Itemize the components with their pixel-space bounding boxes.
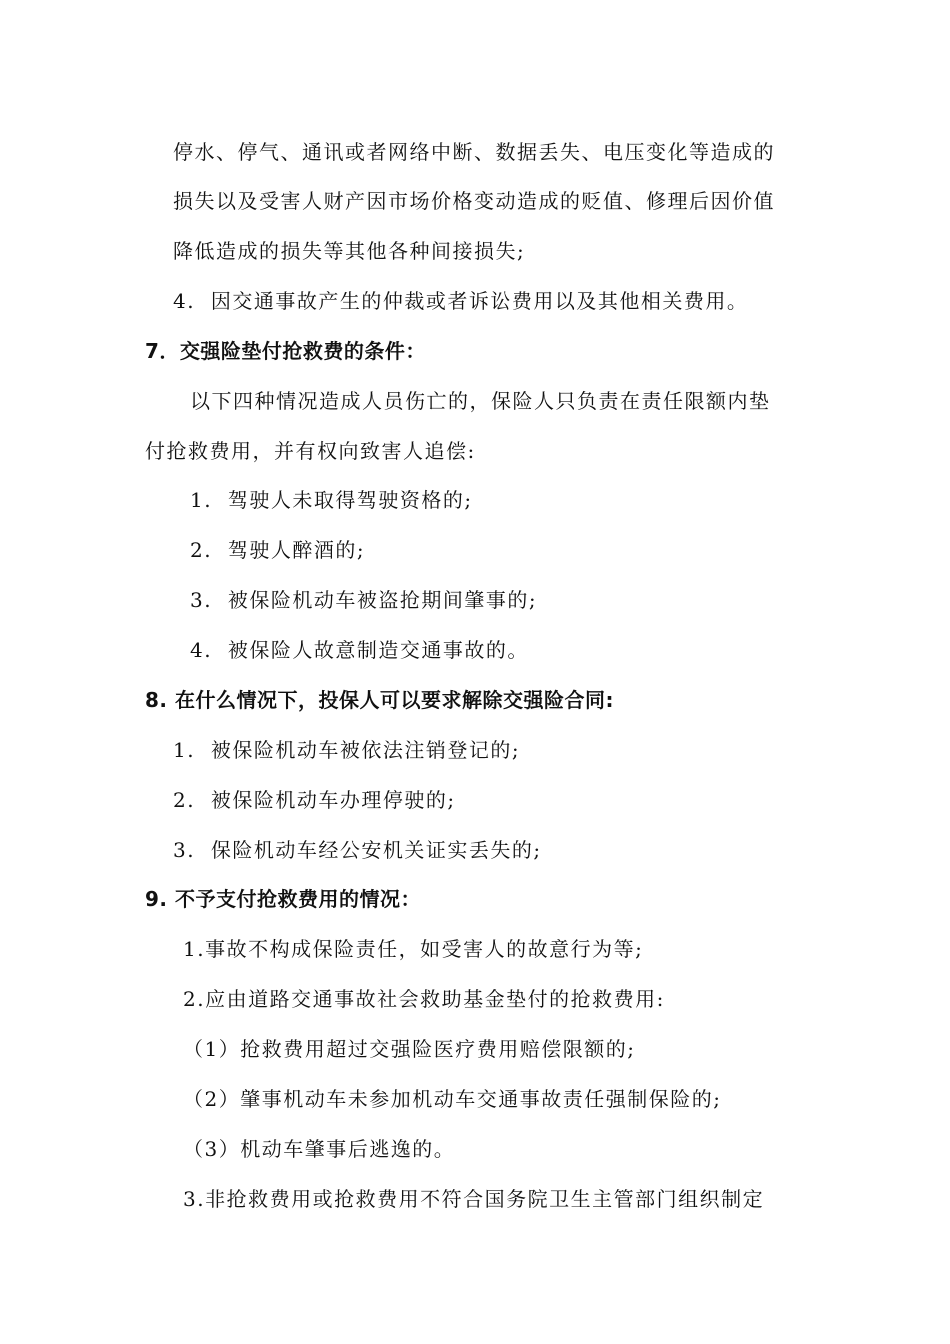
body-line: 停水、停气、通讯或者网络中断、数据丢失、电压变化等造成的 [173, 140, 775, 164]
item-number: 1. [190, 488, 213, 512]
item-text: 驾驶人醉酒的; [227, 538, 366, 562]
section-heading-8: 8. 在什么情况下，投保人可以要求解除交强险合同: [145, 688, 614, 712]
list-item [173, 288, 748, 314]
sub-list-item: （3）机动车肇事后逃逸的。 [183, 1137, 456, 1161]
item-number: 4. [173, 289, 196, 313]
list-item: 2.应由道路交通事故社会救助基金垫付的抢救费用: [183, 987, 665, 1011]
section-heading-9: 9. 不予支付抢救费用的情况： [145, 887, 421, 911]
list-item [190, 537, 365, 563]
list-item [190, 587, 537, 613]
item-text: 被保险机动车办理停驶的; [210, 788, 456, 812]
section-heading-7: 7．交强险垫付抢救费的条件： [145, 339, 426, 363]
section-7-intro: 以下四种情况造成人员伤亡的，保险人只负责在责任限额内垫 [190, 389, 771, 413]
item-number: 1. [173, 738, 196, 762]
item-number: 3. [173, 838, 196, 862]
sub-list-item: （1）抢救费用超过交强险医疗费用赔偿限额的; [183, 1037, 636, 1061]
list-item: 1.事故不构成保险责任，如受害人的故意行为等; [183, 937, 644, 961]
item-text: 被保险机动车被盗抢期间肇事的; [227, 588, 538, 612]
section-7-intro: 付抢救费用，并有权向致害人追偿: [145, 439, 476, 463]
item-number: 2. [173, 788, 196, 812]
item-text: 被保险机动车被依法注销登记的; [210, 738, 521, 762]
list-item [190, 487, 473, 513]
sub-list-item: （2）肇事机动车未参加机动车交通事故责任强制保险的; [183, 1087, 722, 1111]
item-text: 驾驶人未取得驾驶资格的; [227, 488, 473, 512]
item-text: 被保险人故意制造交通事故的。 [227, 638, 529, 662]
list-item [173, 737, 520, 763]
list-item [173, 787, 456, 813]
item-number: 4. [190, 638, 213, 662]
body-line: 降低造成的损失等其他各种间接损失; [173, 239, 526, 263]
list-item [173, 837, 542, 863]
item-text: 保险机动车经公安机关证实丢失的; [210, 838, 542, 862]
item-text: 因交通事故产生的仲裁或者诉讼费用以及其他相关费用。 [210, 289, 749, 313]
list-item: 3.非抢救费用或抢救费用不符合国务院卫生主管部门组织制定 [183, 1187, 765, 1211]
body-line: 损失以及受害人财产因市场价格变动造成的贬值、修理后因价值 [173, 189, 775, 213]
item-number: 3. [190, 588, 213, 612]
list-item [190, 637, 529, 663]
item-number: 2. [190, 538, 213, 562]
